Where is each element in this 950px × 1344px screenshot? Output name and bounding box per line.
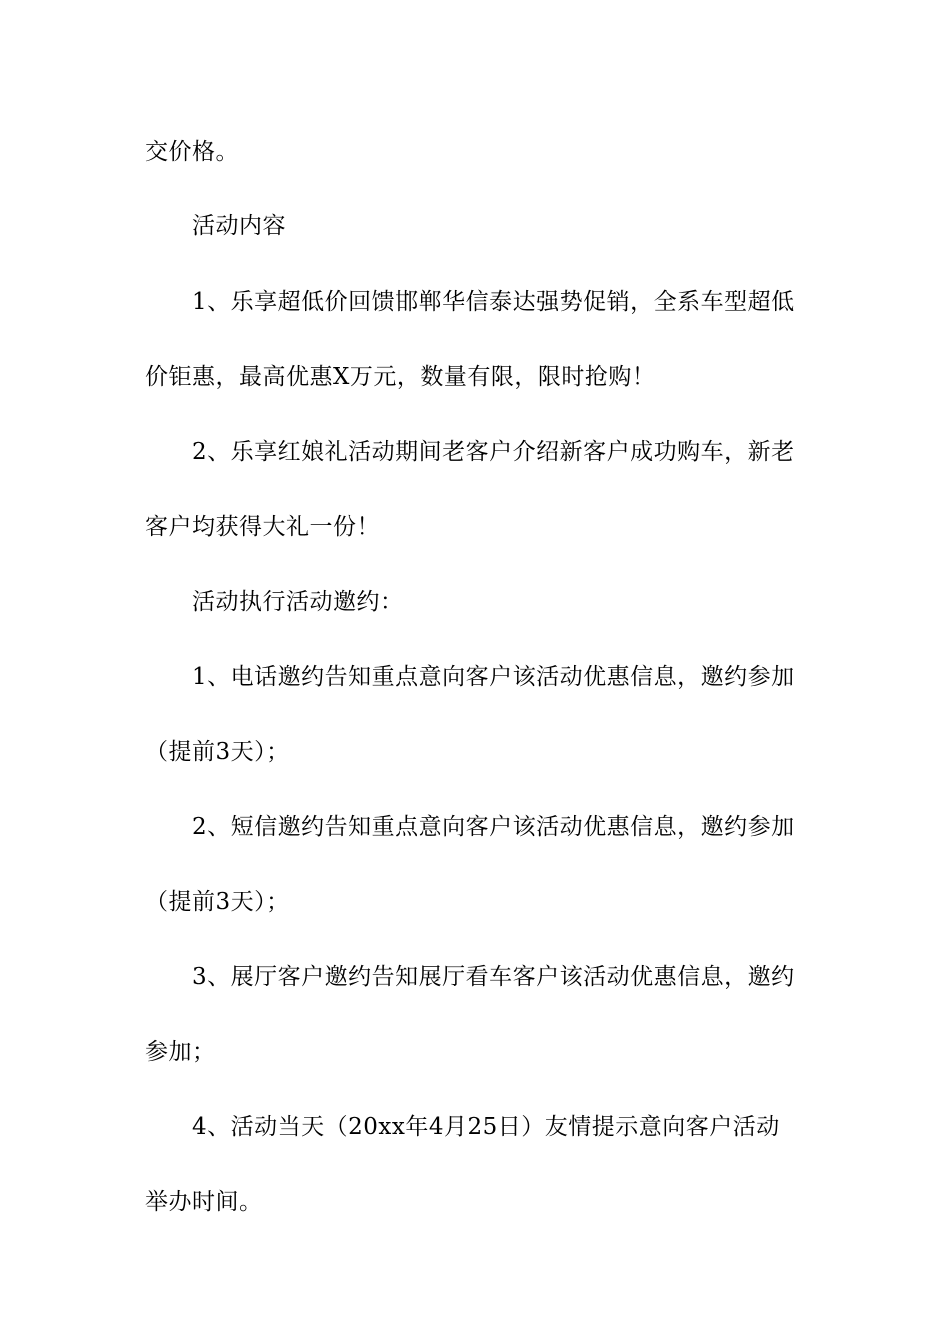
paragraph-continuation-line: 交价格。 xyxy=(145,139,239,165)
section-heading-activity-execution: 活动执行活动邀约： xyxy=(192,589,404,615)
section-heading-activity-content: 活动内容 xyxy=(192,213,286,239)
invite-item-4-line-2: 举办时间。 xyxy=(145,1189,263,1215)
invite-item-1-line-2: （提前3天）； xyxy=(145,739,290,765)
list-item-2-line-1: 2、乐享红娘礼活动期间老客户介绍新客户成功购车，新老 xyxy=(192,439,795,465)
list-item-1-line-2: 价钜惠，最高优惠X万元，数量有限，限时抢购！ xyxy=(145,364,656,390)
list-item-1-line-1: 1、乐享超低价回馈邯郸华信泰达强势促销，全系车型超低 xyxy=(192,289,795,315)
invite-item-1-line-1: 1、电话邀约告知重点意向客户该活动优惠信息，邀约参加 xyxy=(192,664,795,690)
invite-item-3-line-1: 3、展厅客户邀约告知展厅看车客户该活动优惠信息，邀约 xyxy=(192,964,795,990)
invite-item-3-line-2: 参加； xyxy=(145,1039,216,1065)
invite-item-2-line-1: 2、短信邀约告知重点意向客户该活动优惠信息，邀约参加 xyxy=(192,814,795,840)
invite-item-4-line-1: 4、活动当天（20xx年4月25日）友情提示意向客户活动 xyxy=(192,1114,780,1140)
list-item-2-line-2: 客户均获得大礼一份！ xyxy=(145,514,380,540)
invite-item-2-line-2: （提前3天）； xyxy=(145,889,290,915)
